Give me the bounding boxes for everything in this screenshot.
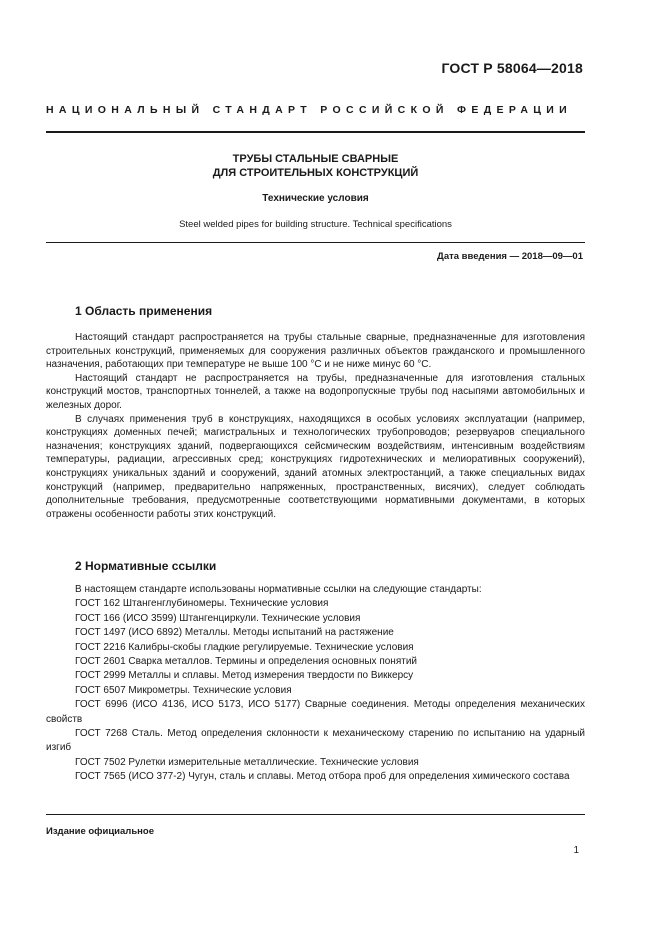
header-divider	[46, 131, 585, 133]
document-number: ГОСТ Р 58064—2018	[441, 60, 583, 76]
section-1-paragraph: Настоящий стандарт не распространяется на трубы, предназначенные для изготовления стальных конструкций мостов, транспортных тоннелей, а также на водопропускные трубы под насыпями автомобильных и железных дорог.	[46, 372, 585, 411]
section-1-heading: 1 Область применения	[75, 304, 213, 318]
title-line-1: ТРУБЫ СТАЛЬНЫЕ СВАРНЫЕ	[232, 153, 399, 165]
title-divider	[46, 242, 585, 243]
title-block	[46, 152, 585, 230]
footer-divider	[46, 814, 585, 815]
reference-item: ГОСТ 7268 Сталь. Метод определения склонности к механическому старению по испытанию на ударный изгиб	[46, 728, 585, 754]
reference-item: ГОСТ 6507 Микрометры. Технические условия	[75, 684, 292, 696]
reference-item: ГОСТ 2601 Сварка металлов. Термины и определения основных понятий	[75, 656, 417, 668]
reference-item: ГОСТ 6996 (ИСО 4136, ИСО 5173, ИСО 5177) Сварные соединения. Методы определения механических свойств	[46, 699, 585, 725]
reference-item: ГОСТ 7565 (ИСО 377-2) Чугун, сталь и сплавы. Метод отбора проб для определения химического состава	[75, 771, 570, 783]
page-number: 1	[573, 845, 579, 856]
title-english: Steel welded pipes for building structure. Technical specifications	[179, 219, 452, 230]
references-intro: В настоящем стандарте использованы нормативные ссылки на следующие стандарты:	[75, 584, 482, 595]
official-edition-note: Издание официальное	[46, 826, 154, 837]
title-line-2: ДЛЯ СТРОИТЕЛЬНЫХ КОНСТРУКЦИЙ	[212, 167, 419, 179]
reference-item: ГОСТ 1497 (ИСО 6892) Металлы. Методы испытаний на растяжение	[75, 627, 394, 639]
section-1-paragraph: Настоящий стандарт распространяется на трубы стальные сварные, предназначенные для изготовления строительных конструкций, применяемых для сооружения различных объектов гражданского и промышленного назначения, работающих при температуре не выше 100 °С и не ниже минус 60 °С.	[46, 332, 585, 371]
section-1-paragraph: В случаях применения труб в конструкциях, находящихся в особых условиях эксплуатации (например, конструкциях доменных печей; магистральных и технологических трубопроводов; резервуаров специального назначения; конструкциях зданий, подвергающихся сейсмическим воздействиям, интенсивным воздействиям температуры, радиации, агрессивных сред; конструкциях гидротехнических и мелиоративных сооружений), конструкциях уникальных зданий и сооружений, зданий атомных электростанций, а также специальных видах конструкций (например, предварительно напряженных, пространственных, висячих), следует соблюдать дополнительные требования, предусмотренные соответствующими нормативными документами, в которых отражены особенности работы этих конструкций.	[46, 413, 585, 520]
reference-item: ГОСТ 166 (ИСО 3599) Штангенциркули. Технические условия	[75, 612, 361, 624]
section-2-heading: 2 Нормативные ссылки	[75, 559, 217, 573]
reference-item: ГОСТ 2216 Калибры-скобы гладкие регулируемые. Технические условия	[75, 641, 414, 653]
normative-references-list	[46, 583, 585, 785]
reference-item: ГОСТ 2999 Металлы и сплавы. Метод измерения твердости по Виккерсу	[75, 670, 414, 682]
section-1-body	[46, 331, 585, 521]
national-standard-header: НАЦИОНАЛЬНЫЙ СТАНДАРТ РОССИЙСКОЙ ФЕДЕРАЦИИ	[46, 104, 573, 116]
reference-item: ГОСТ 7502 Рулетки измерительные металлические. Технические условия	[75, 756, 419, 768]
title-subtitle: Технические условия	[262, 193, 369, 204]
introduction-date: Дата введения — 2018—09—01	[437, 251, 583, 262]
reference-item: ГОСТ 162 Штангенглубиномеры. Технические условия	[75, 598, 329, 610]
